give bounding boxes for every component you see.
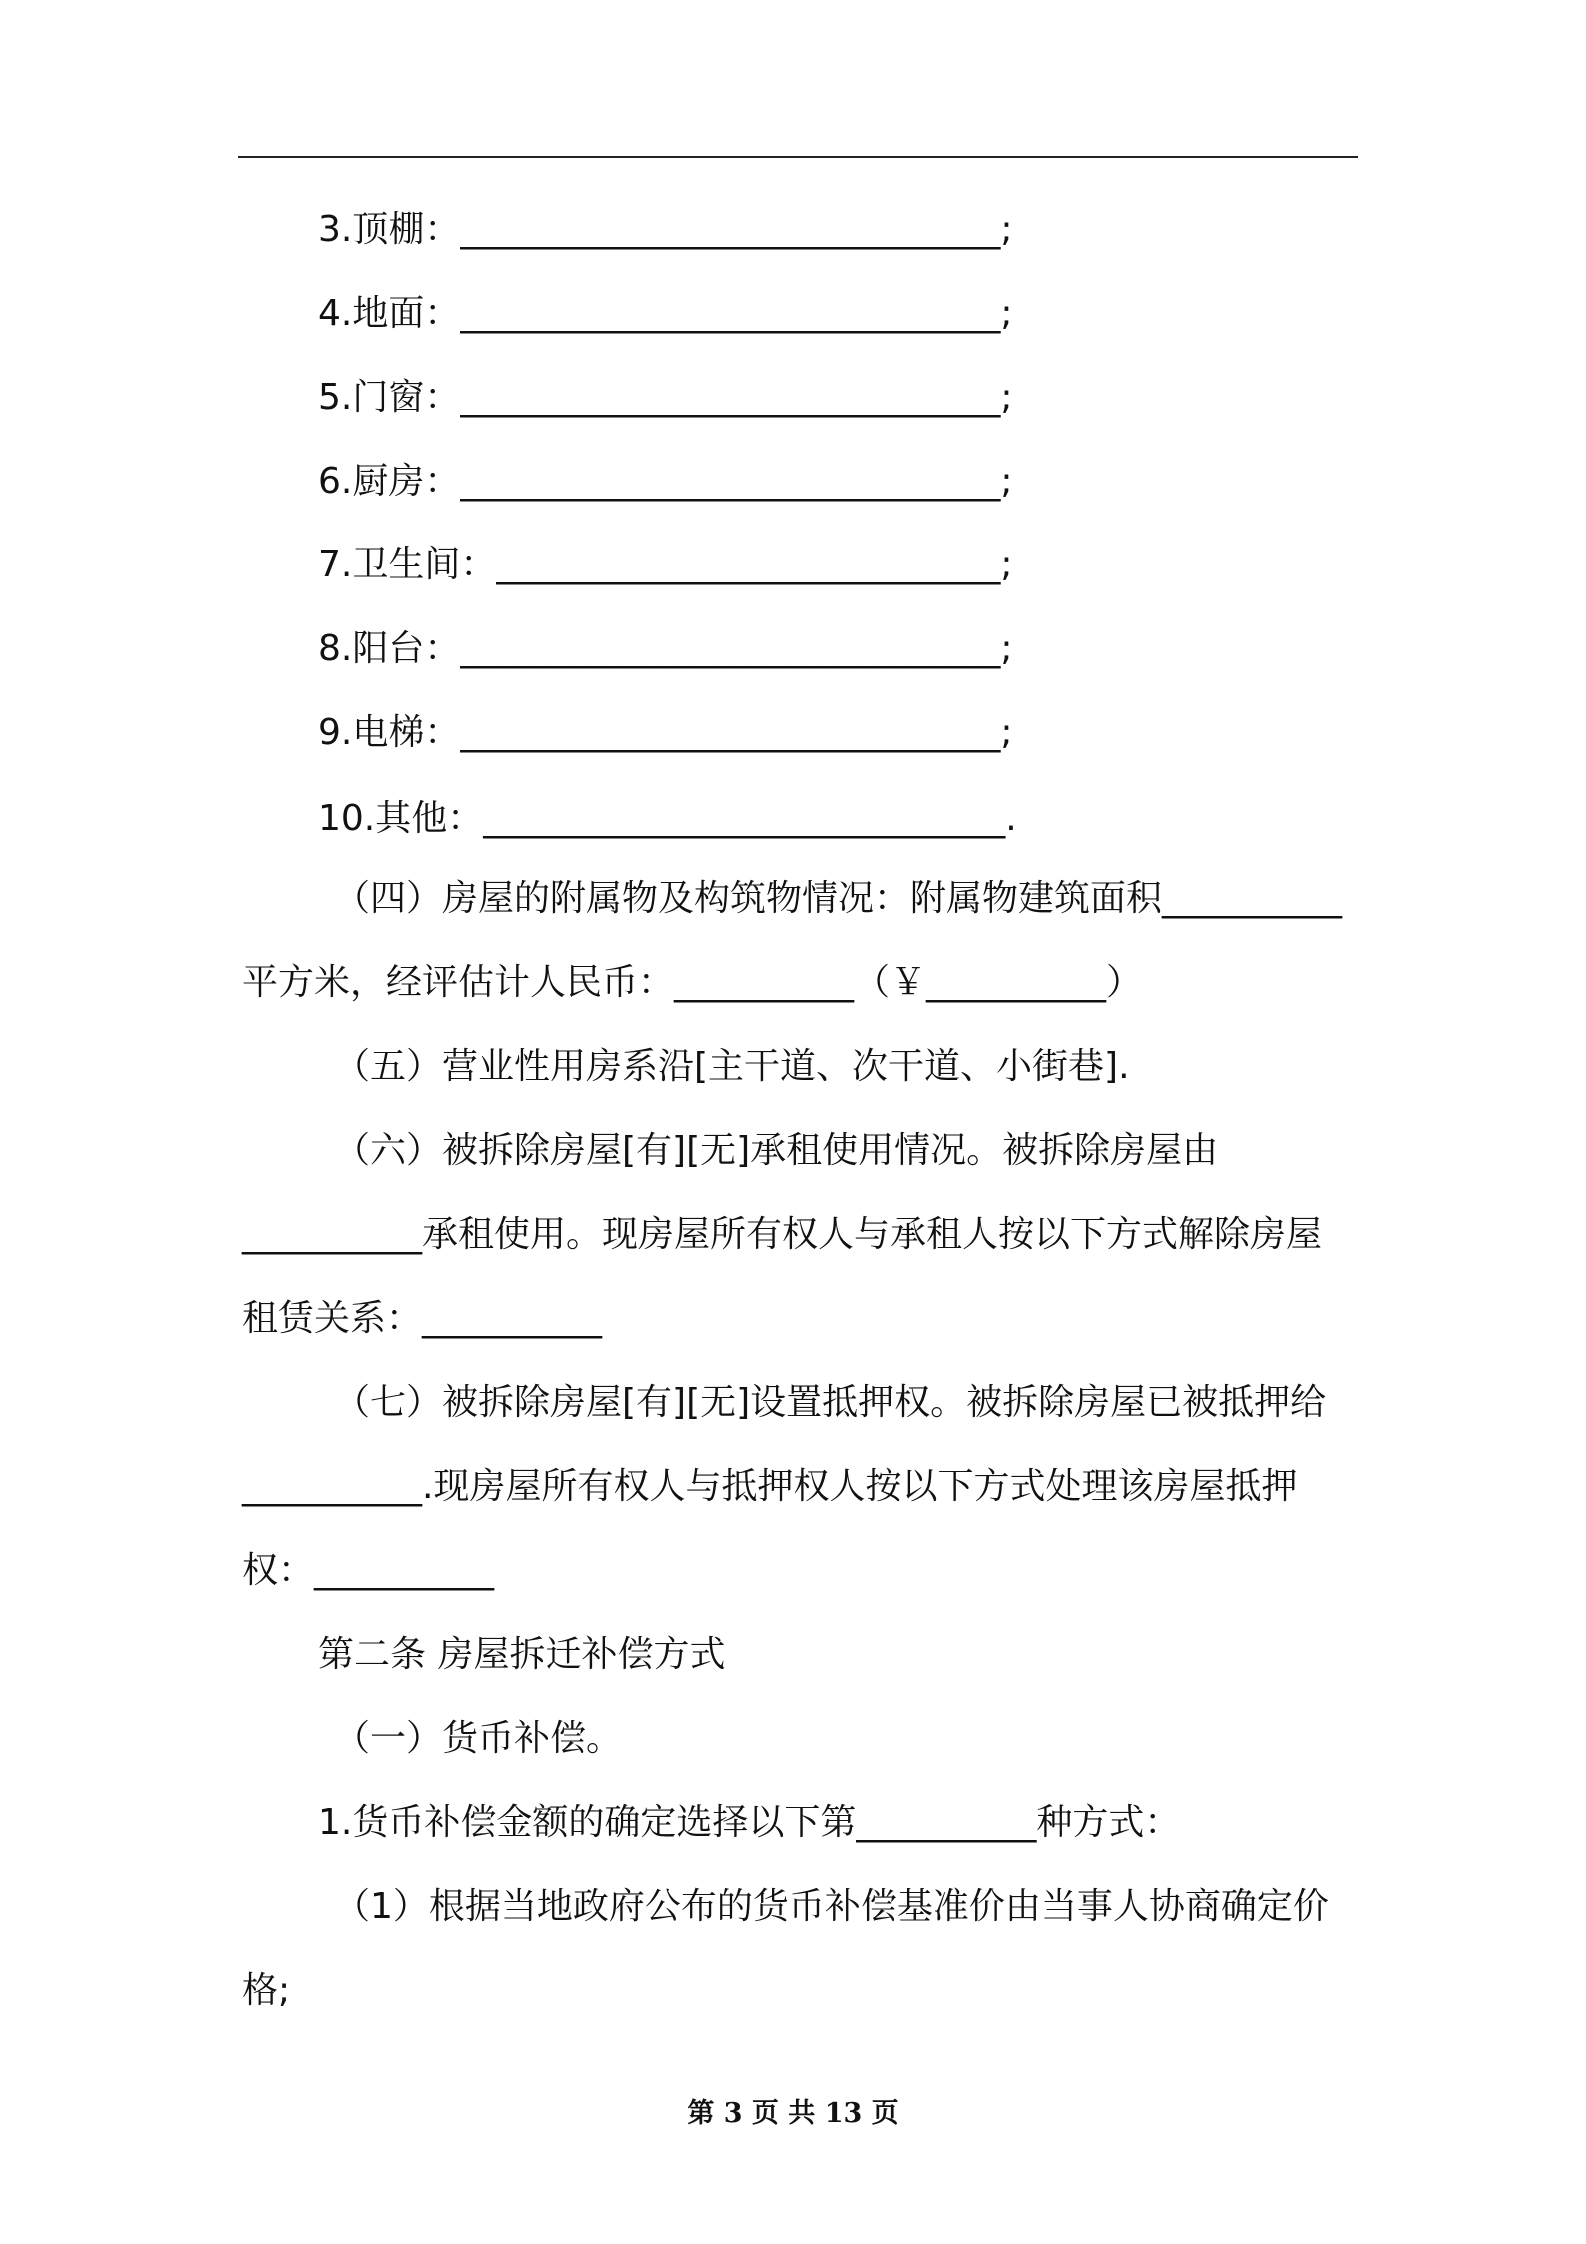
option-1-line-1: （1）根据当地政府公布的货币补偿基准价由当事人协商确定价 xyxy=(334,1886,1329,1927)
item-other: 10.其他：_____________________________. xyxy=(318,798,1017,839)
item-kitchen: 6.厨房：______________________________; xyxy=(318,461,1013,502)
paragraph-6-line-3: 租赁关系：__________ xyxy=(242,1298,603,1339)
paragraph-6-line-2: __________承租使用。现房屋所有权人与承租人按以下方式解除房屋 xyxy=(242,1214,1323,1255)
section-1-heading: （一）货币补偿。 xyxy=(334,1718,623,1759)
item-elevator: 9.电梯：______________________________; xyxy=(318,712,1013,753)
item-balcony: 8.阳台：______________________________; xyxy=(318,628,1013,669)
option-1-line-2: 格; xyxy=(242,1970,291,2011)
item-doors-windows: 5.门窗：______________________________; xyxy=(318,377,1013,418)
item-1-compensation-method: 1.货币补偿金额的确定选择以下第__________种方式： xyxy=(318,1802,1181,1843)
item-bathroom: 7.卫生间：____________________________; xyxy=(318,544,1013,585)
item-floor: 4.地面：______________________________; xyxy=(318,293,1013,334)
paragraph-5: （五）营业性用房系沿[主干道、次干道、小街巷]. xyxy=(334,1046,1130,1087)
paragraph-4-line-2: 平方米，经评估计人民币：__________（￥__________） xyxy=(242,962,1143,1003)
paragraph-7-line-3: 权：__________ xyxy=(242,1550,495,1591)
paragraph-7-line-2: __________.现房屋所有权人与抵押权人按以下方式处理该房屋抵押 xyxy=(242,1466,1298,1507)
header-rule xyxy=(238,156,1358,158)
paragraph-7-line-1: （七）被拆除房屋[有][无]设置抵押权。被拆除房屋已被抵押给 xyxy=(334,1382,1327,1423)
paragraph-6-line-1: （六）被拆除房屋[有][无]承租使用情况。被拆除房屋由 xyxy=(334,1130,1219,1171)
paragraph-4-line-1: （四）房屋的附属物及构筑物情况：附属物建筑面积__________ xyxy=(334,878,1343,919)
item-ceiling: 3.顶棚：______________________________; xyxy=(318,209,1013,250)
article-2-heading: 第二条 房屋拆迁补偿方式 xyxy=(318,1634,726,1675)
page-footer: 第 3 页 共 13 页 xyxy=(687,2098,899,2129)
